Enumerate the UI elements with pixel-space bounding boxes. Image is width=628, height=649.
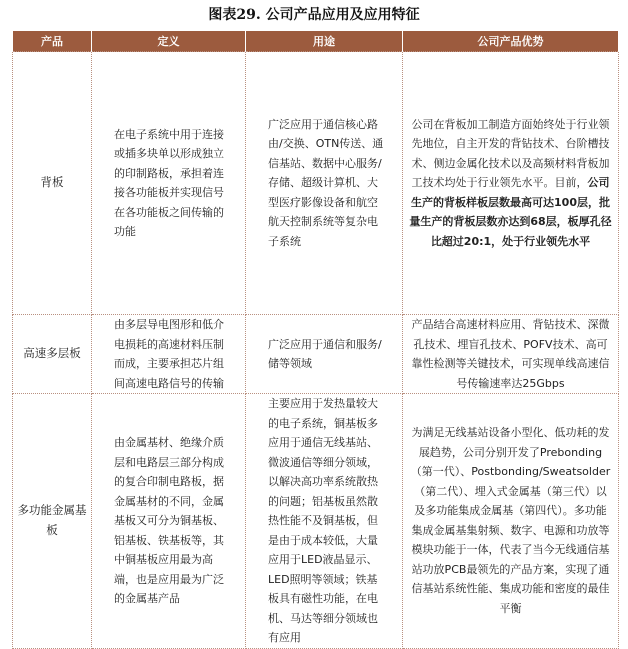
advantage-highlight: 公司生产的背板样板层数最高可达100层，批量生产的背板层数亦达到68层，板厚孔径比超过20:1，处于行业领先水平 bbox=[409, 176, 612, 248]
figure-title: 图表29. 公司产品应用及应用特征 bbox=[208, 7, 420, 23]
advantage-text: 产品结合高速材料应用、背钻技术、深微孔技术、埋盲孔技术、POFV技术、高可靠性检测等关键技术，可实现单线高速信号传输速率达25Gbps bbox=[411, 318, 610, 390]
use-cell: 广泛应用于通信核心路由/交换、OTN传送、通信基站、数据中心服务/存储、超级计算机、大型医疗影像设备和航空航天控制系统等复杂电子系统 bbox=[246, 52, 403, 315]
advantage-cell bbox=[403, 52, 619, 315]
advantage-cell bbox=[403, 394, 619, 649]
definition-cell: 在电子系统中用于连接或插多块单以形成独立的印制路板，承担着连接各功能板并实现信号在各功能板之间传输的功能 bbox=[92, 52, 246, 315]
advantage-text: 公司在背板加工制造方面始终处于行业领先地位，自主开发的背钻技术、台阶槽技术、侧边金属化技术以及高频材料背板加工技术均处于行业领先水平。目前， bbox=[411, 117, 610, 190]
table-row bbox=[13, 315, 619, 394]
product-cell: 高速多层板 bbox=[13, 315, 92, 394]
table-row bbox=[13, 52, 619, 315]
definition-cell: 由金属基材、绝缘介质层和电路层三部分构成的复合印制电路板，据金属基材的不同，金属基板又可分为铜基板、铝基板、铁基板等，其中铜基板应用最为高端，也是应用最为广泛的金属基产品 bbox=[92, 394, 246, 649]
table-header-row bbox=[13, 31, 619, 52]
header-advantage: 公司产品优势 bbox=[403, 31, 619, 52]
product-table bbox=[12, 31, 619, 649]
use-cell: 主要应用于发热量较大的电子系统，铜基板多应用于通信无线基站、微波通信等细分领域，以解决高功率系统散热的问题；铝基板虽然散热性能不及铜基板，但是由于成本较低，大量应用于LED液晶显示、LED照明等领域；铁基板具有磁性功能，在电机、马达等细分领域也有应用 bbox=[246, 394, 403, 649]
advantage-cell bbox=[403, 315, 619, 394]
use-cell: 广泛应用于通信和服务/储等领域 bbox=[246, 315, 403, 394]
table-row bbox=[13, 394, 619, 649]
header-product: 产品 bbox=[13, 31, 92, 52]
header-use: 用途 bbox=[246, 31, 403, 52]
header-definition: 定义 bbox=[92, 31, 246, 52]
product-cell: 背板 bbox=[13, 52, 92, 315]
definition-cell: 由多层导电图形和低介电损耗的高速材料压制而成，主要承担芯片组间高速电路信号的传输 bbox=[92, 315, 246, 394]
product-cell: 多功能金属基板 bbox=[13, 394, 92, 649]
advantage-text: 为满足无线基站设备小型化、低功耗的发展趋势，公司分别开发了Prebonding（第一代）、Postbonding/Sweatsolder（第二代）、埋入式金属基（第三代）以及多功能集成金属基（第四代）。多功能集成金属基集射频、数字、电源和功放等模块功能于一体，代表了当今无线通信基站功放PCB最领先的产品方案，实现了通信基站系统性能、集成功能和密度的最佳平衡 bbox=[410, 426, 611, 615]
